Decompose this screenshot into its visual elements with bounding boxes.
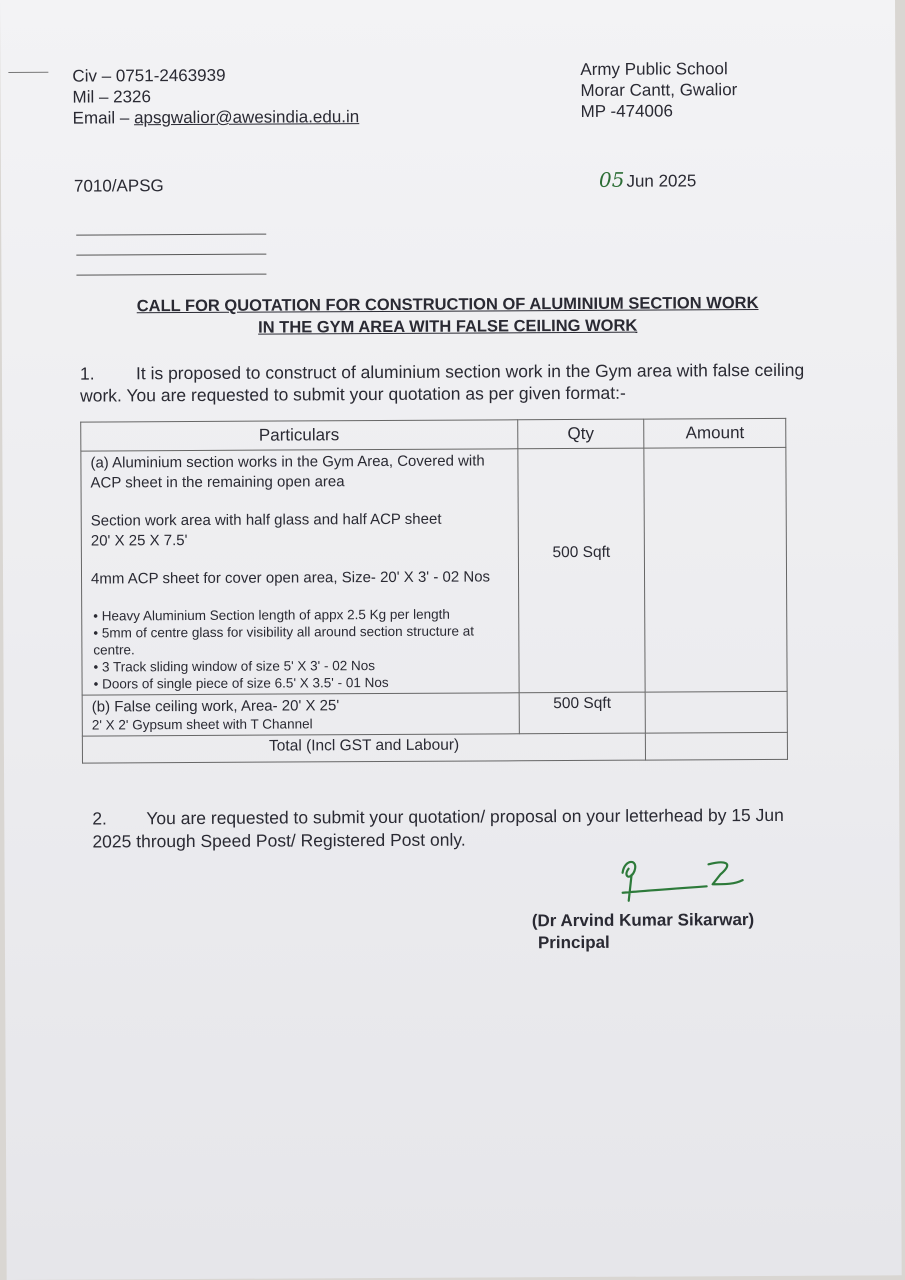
row-b-particulars <box>82 693 519 736</box>
address-line <box>76 274 266 276</box>
email-address[interactable]: apsgwalior@awesindia.edu.in <box>133 107 360 128</box>
paragraph-text: It is proposed to construct of aluminium section work in the Gym area with false ceiling work. You are requested to submit your quotation as per given format:- <box>80 359 805 406</box>
signatory-block <box>532 909 755 954</box>
header-qty: Qty <box>517 419 644 449</box>
row-b-subtext: 2' X 2' Gypsum sheet with T Channel <box>91 716 313 733</box>
bullet-text: 5mm of centre glass for visibility all around section structure at centre. <box>93 623 474 658</box>
row-a-acp-sheet: 4mm ACP sheet for cover open area, Size- 20' X 3' - 02 Nos <box>90 568 491 588</box>
row-a-amount[interactable] <box>644 447 787 692</box>
list-item: • 3 Track sliding window of size 5' X 3' - 02 Nos <box>93 658 376 675</box>
signatory-name: (Dr Arvind Kumar Sikarwar) <box>531 910 755 931</box>
school-location: Morar Cantt, Gwalior <box>580 80 738 100</box>
edge-mark <box>8 72 48 73</box>
row-a-qty: 500 Sqft <box>517 448 645 693</box>
title-line-1: CALL FOR QUOTATION FOR CONSTRUCTION OF ALUMINIUM SECTION WORK <box>136 294 759 316</box>
letter-title <box>92 292 804 340</box>
quotation-table <box>80 418 788 764</box>
email-label: Email – <box>72 108 135 128</box>
paragraph-text: You are requested to submit your quotation/ proposal on your letterhead by 15 Jun 2025 through Speed Post/ Registered Post only. <box>92 804 784 852</box>
list-item: • Doors of single piece of size 6.5' X 3.5' - 01 Nos <box>93 674 389 692</box>
paragraph-number: 1. <box>79 363 95 384</box>
header-amount: Amount <box>644 418 786 448</box>
signature-mark <box>616 854 756 911</box>
row-a-section-work: Section work area with half glass and half ACP sheet <box>90 510 442 530</box>
school-pincode: MP -474006 <box>580 101 673 121</box>
civ-phone: Civ – 0751-2463939 <box>72 65 226 86</box>
reference-number: 7010/APSG <box>73 176 164 196</box>
sender-contact <box>72 64 359 128</box>
email-line <box>73 106 360 129</box>
row-b-qty: 500 Sqft <box>519 692 646 734</box>
table-row <box>81 447 787 695</box>
header-particulars: Particulars <box>81 420 518 451</box>
total-label: Total (Incl GST and Labour) <box>82 733 645 763</box>
paragraph-1 <box>80 359 820 407</box>
printed-date: Jun 2025 <box>626 171 697 191</box>
bullet-text: Heavy Aluminium Section length of appx 2.5 Kg per length <box>101 606 450 624</box>
handwritten-day: 05 <box>598 167 625 192</box>
bullet-text: Doors of single piece of size 6.5' X 3.5' - 01 Nos <box>102 674 389 692</box>
row-a-section-size: 20' X 25 X 7.5' <box>90 532 188 550</box>
school-address <box>580 58 737 122</box>
row-b-text: (b) False ceiling work, Area- 20' X 25' <box>91 697 340 716</box>
letter-date <box>599 167 697 192</box>
list-item: • Heavy Aluminium Section length of appx 2.5 Kg per length <box>93 606 450 624</box>
address-line <box>76 234 266 236</box>
total-amount[interactable] <box>646 732 788 760</box>
table-header-row <box>81 418 786 451</box>
paragraph-2 <box>92 804 827 854</box>
signatory-title: Principal <box>537 932 610 953</box>
address-line <box>76 254 266 256</box>
paragraph-number: 2. <box>92 808 107 829</box>
row-b-amount[interactable] <box>645 691 787 733</box>
mil-phone: Mil – 2326 <box>72 87 151 107</box>
title-line-2: IN THE GYM AREA WITH FALSE CEILING WORK <box>258 316 638 337</box>
school-name: Army Public School <box>580 59 728 79</box>
list-item: • 5mm of centre glass for visibility all around section structure at centre. <box>93 623 474 658</box>
bullet-text: 3 Track sliding window of size 5' X 3' - 02 Nos <box>101 658 376 675</box>
table-row <box>82 691 787 736</box>
row-a-particulars <box>81 449 519 695</box>
table-total-row <box>82 732 787 763</box>
row-a-intro: (a) Aluminium section works in the Gym Area, Covered with ACP sheet in the remaining open area <box>90 452 485 492</box>
